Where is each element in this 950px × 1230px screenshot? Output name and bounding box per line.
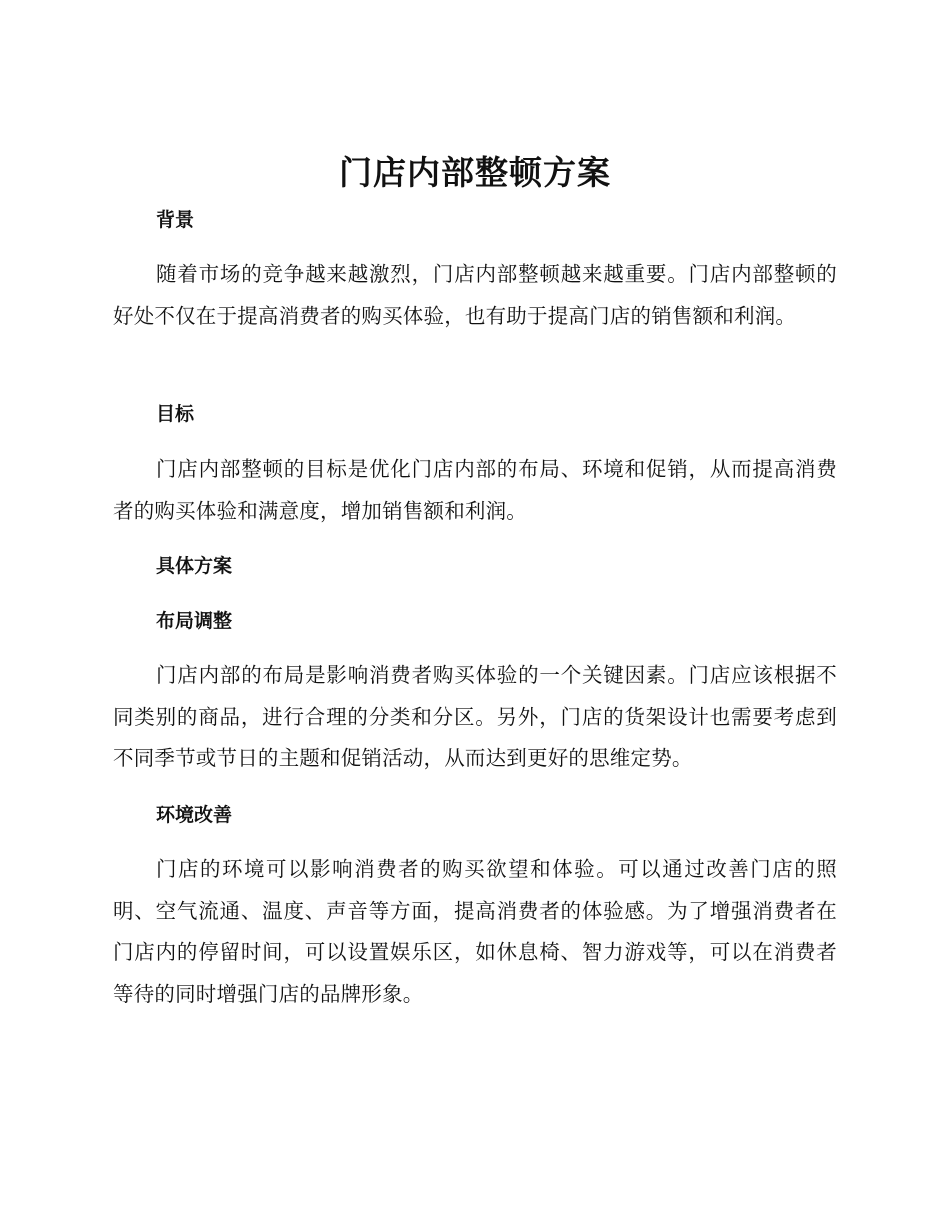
- section-heading-environment: 环境改善: [156, 804, 233, 826]
- document-title: 门店内部整顿方案: [339, 153, 611, 192]
- section-heading-goal: 目标: [156, 403, 195, 425]
- section-heading-layout: 布局调整: [156, 610, 233, 632]
- section-paragraph-layout: 门店内部的布局是影响消费者购买体验的一个关键因素。门店应该根据不同类别的商品，进行合理的分类和分区。另外，门店的货架设计也需要考虑到不同季节或节日的主题和促销活动，从而达到更好的思维定势。: [113, 663, 837, 770]
- section-paragraph-background: 随着市场的竞争越来越激烈，门店内部整顿越来越重要。门店内部整顿的好处不仅在于提高消费者的购买体验，也有助于提高门店的销售额和利润。: [113, 262, 837, 328]
- section-heading-plan: 具体方案: [156, 555, 233, 577]
- section-paragraph-environment: 门店的环境可以影响消费者的购买欲望和体验。可以通过改善门店的照明、空气流通、温度、声音等方面，提高消费者的体验感。为了增强消费者在门店内的停留时间，可以设置娱乐区，如休息椅、智力游戏等，可以在消费者等待的同时增强门店的品牌形象。: [113, 857, 837, 1006]
- section-heading-background: 背景: [156, 209, 195, 231]
- section-paragraph-goal: 门店内部整顿的目标是优化门店内部的布局、环境和促销，从而提高消费者的购买体验和满意度，增加销售额和利润。: [113, 457, 837, 523]
